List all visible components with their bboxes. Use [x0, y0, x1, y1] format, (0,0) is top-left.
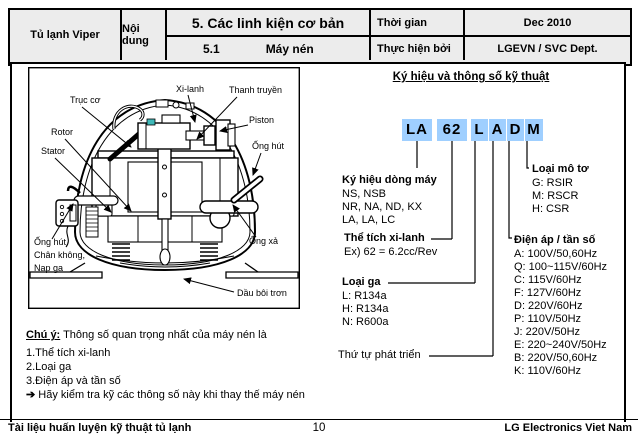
footer-document-title: Tài liệu huấn luyện kỹ thuật tủ lạnh [8, 422, 192, 434]
refrigerant-item: H: R134a [342, 303, 389, 315]
header-table [8, 8, 632, 66]
code-segment-series: LA [402, 119, 432, 141]
voltage-label: Điện áp / tần số [514, 234, 596, 246]
note-intro-line [26, 328, 346, 342]
time-label: Thời gian [369, 10, 463, 35]
note-item: 2.Loại ga [26, 361, 72, 373]
note-block [26, 328, 346, 402]
label-vacuum-tube-line1: Ống hút [34, 237, 67, 247]
author-value: LGEVN / SVC Dept. [463, 35, 630, 60]
voltage-item: J: 220V/50Hz [514, 326, 581, 338]
model-series-item: NR, NA, ND, KX [342, 201, 423, 213]
voltage-item: F: 127V/60Hz [514, 287, 582, 299]
content-label-cell: Nội dung [120, 10, 165, 60]
motor-item: H: CSR [532, 203, 570, 215]
note-label: Chú ý: [26, 329, 61, 341]
footer-rule [0, 419, 638, 420]
content-box [10, 62, 626, 422]
motor-label: Loại mô tơ [532, 163, 589, 175]
voltage-block [514, 234, 607, 378]
model-series-item: NS, NSB [342, 188, 387, 200]
code-segment-development: A [489, 119, 506, 141]
refrigerant-label: Loại ga [342, 276, 381, 288]
refrigerant-item: N: R600a [342, 316, 389, 328]
motor-item: G: RSIR [532, 177, 573, 189]
voltage-item: K: 110V/60Hz [514, 365, 582, 377]
voltage-item: Q: 100~115V/60Hz [514, 261, 608, 273]
voltage-item: D: 220V/60Hz [514, 300, 583, 312]
label-vacuum-tube-line3: Nạp ga [34, 263, 64, 273]
label-rotor: Rotor [51, 127, 74, 137]
label-cylinder: Xi-lanh [176, 84, 205, 94]
voltage-item: C: 115V/60Hz [514, 274, 582, 286]
note-intro: Thông số quan trọng nhất của máy nén là [60, 329, 267, 341]
note-item: 3.Điện áp và tần số [26, 375, 121, 387]
motor-block [532, 163, 589, 216]
displacement-block [344, 232, 437, 259]
label-crankshaft: Trục cơ [70, 95, 101, 105]
note-item: 1.Thể tích xi-lanh [26, 347, 111, 359]
development-label: Thứ tự phát triển [338, 349, 421, 361]
model-series-item: LA, LA, LC [342, 214, 396, 226]
displacement-label: Thể tích xi-lanh [344, 232, 425, 244]
note-conclusion-line [26, 388, 346, 402]
label-lubricating-oil: Dầu bôi trơn [237, 288, 287, 298]
code-segment-motor: M [525, 119, 543, 141]
section-title: 5. Các linh kiện cơ bản [165, 10, 369, 35]
label-vacuum-tube-line2: Chân không, [34, 250, 86, 260]
time-value: Dec 2010 [463, 10, 630, 35]
footer-company: LG Electronics Viet Nam [504, 422, 632, 434]
footer [0, 422, 638, 440]
model-series-block [342, 174, 437, 227]
motor-item: M: RSCR [532, 190, 579, 202]
subsection-title: Máy nén [265, 41, 314, 56]
voltage-item: E: 220~240V/50Hz [514, 339, 607, 351]
label-suction-tube: Ống hút [252, 141, 285, 151]
model-series-label: Ký hiệu dòng máy [342, 174, 437, 186]
arrow-right-icon: ➔ [26, 389, 39, 401]
subsection-cell [165, 35, 369, 60]
code-segment-refrigerant: L [471, 119, 488, 141]
refrigerant-block [342, 276, 388, 329]
voltage-item: B: 220V/50,60Hz [514, 352, 598, 364]
label-discharge-tube: Ống xả [249, 236, 279, 246]
author-label: Thực hiện bởi [369, 35, 463, 60]
subsection-number: 5.1 [203, 41, 220, 56]
page-number: 10 [312, 422, 326, 434]
note-conclusion: Hãy kiểm tra kỹ các thông số này khi thay thế máy nén [38, 389, 305, 401]
development-block [338, 349, 421, 362]
code-segment-displacement: 62 [437, 119, 467, 141]
displacement-example: Ex) 62 = 6.2cc/Rev [344, 246, 438, 258]
spec-heading: Ký hiệu và thông số kỹ thuật [392, 71, 550, 83]
label-piston: Piston [249, 115, 275, 125]
refrigerant-item: L: R134a [342, 290, 387, 302]
compressor-diagram [28, 67, 300, 309]
label-stator: Stator [41, 146, 66, 156]
voltage-item: P: 110V/50Hz [514, 313, 582, 325]
product-cell: Tủ lạnh Viper [10, 10, 120, 60]
voltage-item: A: 100V/50,60Hz [514, 248, 598, 260]
code-segment-voltage: D [507, 119, 524, 141]
label-connecting-rod: Thanh truyền [229, 85, 283, 95]
